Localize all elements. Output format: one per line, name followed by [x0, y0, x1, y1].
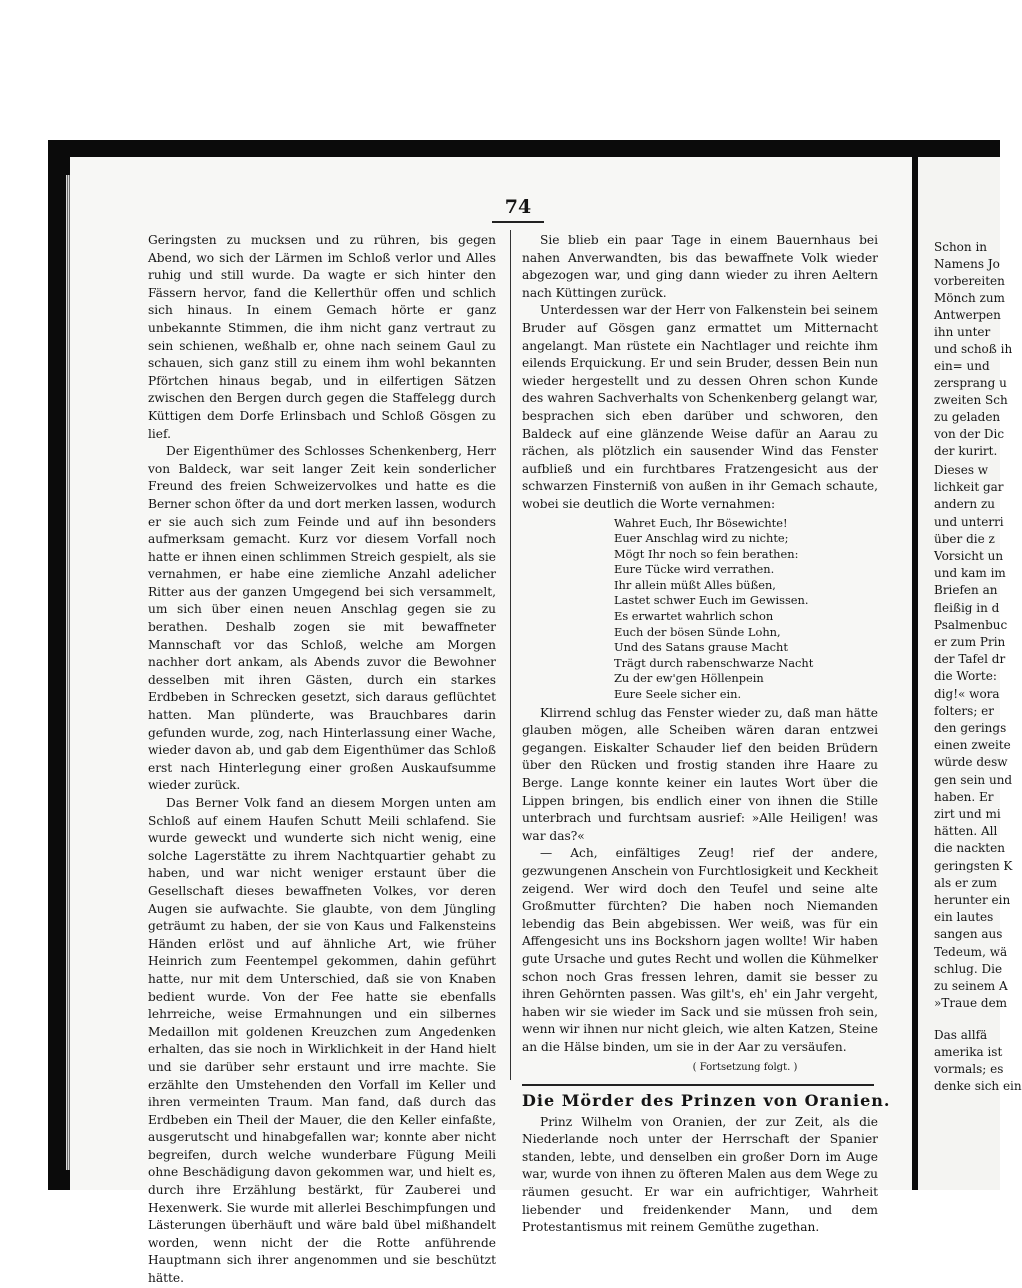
adjacent-page-line: die nackten [934, 841, 1005, 856]
poem-line: Lastet schwer Euch im Gewissen. [614, 593, 809, 608]
adjacent-page-line: einen zweite [934, 738, 1011, 753]
column-divider [510, 230, 511, 1080]
adjacent-page-line: zersprang u [934, 376, 1007, 390]
adjacent-page-line: Das allfä [934, 1028, 988, 1042]
poem-line: Trägt durch rabenschwarze Nacht [614, 655, 814, 670]
adjacent-page-line: ein lautes [934, 910, 994, 925]
adjacent-page-line: ein= und [934, 359, 990, 373]
adjacent-page-line: Tedeum, wä [934, 944, 1008, 959]
adjacent-page-line: über die z [934, 531, 995, 546]
adjacent-page-line: zu geladen [934, 410, 1001, 424]
poem-line: Euch der bösen Sünde Lohn, [614, 624, 781, 639]
adjacent-page-line: der kurirt. [934, 444, 998, 458]
adjacent-page-line: lichkeit gar [934, 480, 1004, 495]
paragraph: Der Eigenthümer des Schlosses Schenkenberg, Herr von Baldeck, war seit langer Zeit kein sonderlicher Freund des freien Schweizervolkes und hatte es die Berner schon öfter da und dort merken lassen, wodurch er sie auch sich zum Feinde und auf ihn besonders aufmerksam gemacht. Kurz vor diesem Vorfall noch hatte er ihnen einen schlimmen Streich gespielt, als sie vernahmen, er habe eine ziemliche Anzahl adelicher Ritter aus der ganzen Umgegend bei sich versammelt, um sich über einen neuen Anschlag gegen sie zu berathen. Deshalb zogen sie mit bewaffneter Mannschaft vor das Schloß, welche am Morgen nachher dort ankam, als Abends zuvor die Bewohner desselben mit ihren Gästen, durch ein starkes Erdbeben in Schrecken gesetzt, sich daraus geflüchtet hatten. Man plünderte, was Brauchbares darin gefunden wurde, zog, nach Hinterlassung einer Wache, wieder davon ab, und gab dem Eigenthümer das Schloß erst nach Hinterlegung einer großen Auskaufsumme wieder zurück. [148, 444, 496, 793]
poem-line: Es erwartet wahrlich schon [614, 609, 774, 624]
adjacent-page-line: »Traue dem [934, 996, 1008, 1011]
adjacent-page-line: andern zu [934, 497, 995, 512]
adjacent-page-line: Psalmenbuc [934, 617, 1008, 632]
adjacent-page-line: zirt und mi [934, 807, 1001, 821]
right-column [522, 232, 891, 1237]
paragraph: Prinz Wilhelm von Oranien, der zur Zeit, als die Niederlande noch unter der Herrschaft der Spanier standen, lebte, und denselben ein großer Dorn im Auge war, wurde von ihnen zu öfteren Malen aus dem Wege zu räumen gesucht. Er war ein aufrichtiger, Wahrheit liebender und freidenkender Mann, und dem Protestantismus mit reinem Gemüthe zugethan. [522, 1114, 878, 1235]
adjacent-page-line: Briefen an [934, 583, 998, 598]
adjacent-page-line: herunter ein [934, 893, 1011, 907]
adjacent-page-line: haben. Er [934, 789, 994, 804]
adjacent-page-line: amerika ist [934, 1045, 1003, 1059]
adjacent-page-line: Dieses w [934, 463, 989, 477]
paragraph: Geringsten zu mucksen und zu rühren, bis gegen Abend, wo sich der Lärmen im Schloß verlor und Alles ruhig und still wurde. Da wagte er sich hinter den Fässern hervor, fand die Kellerthür offen und schlich sich hinaus. In einem Gemach hörte er ganz unbekannte Stimmen, die ihm nicht ganz vertraut zu sein schienen, weßhalb er, ohne nach seinem Gaul zu schauen, sich ganz still zu einem ihm wohl bekannten Pförtchen hinaus begab, und in eilfertigen Sätzen zwischen den Bergen durch gegen die Staffelegg durch Küttigen dem Dorfe Erlinsbach und Schloß Gösgen zu lief. [148, 233, 496, 441]
adjacent-page-line: vorbereiten [934, 274, 1005, 288]
page-number-rule [492, 221, 544, 223]
poem-line: Und des Satans grause Macht [614, 640, 788, 655]
article-heading: Die Mörder des Prinzen von Oranien. [522, 1091, 891, 1111]
adjacent-page-line: von der Dic [934, 427, 1005, 441]
page-number: 74 [504, 196, 532, 218]
poem-line: Wahret Euch, Ihr Bösewichte! [614, 515, 788, 530]
paragraph: Klirrend schlug das Fenster wieder zu, daß man hätte glauben mögen, alle Scheiben wären daran entzwei gegangen. Eiskalter Schauder lief den beiden Brüdern über den Rücken und frostig standen ihre Haare zu Berge. Lange konnte keiner ein lautes Wort über die Lippen bringen, bis endlich einer von ihnen die Stille unterbrach und furchtsam ausrief: »Alle Heiligen! was war das?« [522, 705, 878, 843]
poem-line: Ihr allein müßt Alles büßen, [614, 577, 776, 592]
poem-line: Eure Tücke wird verrathen. [614, 562, 775, 577]
adjacent-page-line: Vorsicht un [934, 549, 1004, 563]
adjacent-page-line: und unterri [934, 514, 1004, 529]
adjacent-page-line: gen sein und [934, 772, 1013, 787]
adjacent-page-line: folters; er [934, 703, 995, 718]
outer-margin [0, 0, 1000, 140]
adjacent-page-line: und kam im [934, 566, 1006, 581]
adjacent-page-line: ihn unter [934, 325, 991, 339]
adjacent-page-line: als er zum [934, 875, 998, 890]
poem [614, 516, 878, 703]
adjacent-page-line: fleißig in d [934, 600, 1000, 615]
adjacent-page-line: sangen aus [934, 927, 1003, 942]
adjacent-page-line: schlug. Die [934, 961, 1003, 976]
adjacent-page-line: denke sich ein [934, 1079, 1022, 1093]
poem-line: Zu der ew'gen Höllenpein [614, 671, 764, 686]
section-rule [522, 1084, 874, 1086]
adjacent-page-line: würde desw [934, 755, 1008, 770]
poem-line: Euer Anschlag wird zu nichte; [614, 531, 789, 546]
adjacent-page-line: dig!« wora [934, 686, 1000, 701]
continuation-note: ( Fortsetzung folgt. ) [692, 1061, 798, 1073]
adjacent-page-line: zweiten Sch [934, 393, 1008, 407]
adjacent-page-line: Mönch zum [934, 291, 1005, 305]
adjacent-page-line: er zum Prin [934, 635, 1006, 649]
adjacent-page-line: geringsten K [934, 858, 1013, 873]
adjacent-page-line: Antwerpen [934, 308, 1001, 322]
poem-line: Mögt Ihr noch so fein berathen: [614, 546, 799, 561]
paragraph: Unterdessen war der Herr von Falkenstein bei seinem Bruder auf Gösgen ganz ermattet um Mitternacht angelangt. Man rüstete ein Nachtlager und reichte ihm eilends Erquickung. Er und sein Bruder, dessen Bein nun wieder hergestellt und zu dessen Ohren schon Kunde des wahren Sachverhalts von Schenkenberg gelangt war, besprachen sich eben darüber und schworen, den Baldeck auf eine glänzende Weise dafür an Aarau zu rächen, als plötzlich ein sausender Wind das Fenster aufbließ und ein furchtbares Fratzengesicht aus der schwarzen Finsterniß von außen in ihr Gemach schaute, wobei sie deutlich die Worte vernahmen: [522, 303, 878, 511]
adjacent-page-line: den gerings [934, 721, 1007, 735]
adjacent-page-line: der Tafel dr [934, 652, 1006, 667]
adjacent-page-line: Namens Jo [934, 257, 1000, 271]
paragraph: — Ach, einfältiges Zeug! rief der andere, gezwungenen Anschein von Furchtlosigkeit und Keckheit zeigend. Wer wird doch den Teufel und seine alte Großmutter fürchten? Die haben noch Niemanden lebendig das Bein abgebissen. Wer weiß, was für ein Affengesicht uns ins Bockshorn jagen wollte! Wir haben gute Ursache und gutes Recht und wollen die Kühmelker schon noch Gras fressen lehren, damit sie besser zu ihren Gehörnten passen. Was gilt's, eh' ein Jahr vergeht, haben wir sie wieder im Sack und sie müssen froh sein, wenn wir ihnen nur nicht gleich, wie alten Katzen, Steine an die Hälse binden, um sie in der Aar zu versäufen. [522, 846, 878, 1054]
poem-line: Eure Seele sicher ein. [614, 687, 742, 702]
left-column [148, 232, 496, 1288]
adjacent-page-line: Schon in [934, 240, 988, 254]
adjacent-page-line: die Worte: [934, 669, 997, 684]
paragraph: Das Berner Volk fand an diesem Morgen unten am Schloß auf einem Haufen Schutt Meili schlafend. Sie wurde geweckt und wunderte sich nicht wenig, eine solche Lagerstätte zu ihrem Nachtquartier gehabt zu haben, und war nicht weniger erstaunt über die Gesellschaft dieses bewaffneten Volkes, vor deren Augen sie aufwachte. Sie glaubte, von dem Jüngling geträumt zu haben, der sie von Kaus und Falkensteins Händen erlöst und auf ähnliche Art, wie früher Heinrich zum Feentempel gekommen, dahin geführt hatte, nur mit dem Unterschied, daß sie von Knaben bedient wurde. Von der Fee hatte sie ebenfalls lehrreiche, weise Ermahnungen und ein silbernes Medaillon mit goldenen Kreuzchen zum Angedenken erhalten, das sie noch in Wirklichkeit in der Hand hielt und sie darüber sehr erstaunt und irre machte. Sie erzählte den Umstehenden den Vorfall im Keller und ihren vermeinten Traum. Man fand, daß durch das Erdbeben ein Theil der Mauer, die den Keller einfaßte, ausgerutscht und hinabgefallen war; konnte aber nicht begreifen, durch welche wunderbare Fügung Meili ohne Beschädigung davon gekommen war, und hielt es, durch ihre Erzählung bestärkt, für Zauberei und Hexenwerk. Sie wurde mit allerlei Beschimpfungen und Lästerungen überhäuft und wäre bald übel mißhandelt worden, wenn nicht der die Rotte anführende Hauptmann sich ihrer angenommen und sie beschützt hätte. [148, 796, 496, 1286]
adjacent-page-line: vormals; es [934, 1062, 1004, 1076]
paragraph: Sie blieb ein paar Tage in einem Bauernhaus bei nahen Anverwandten, bis das bewaffnete Volk wieder abgezogen war, und ging dann wieder zu ihren Aeltern nach Küttingen zurück. [522, 233, 878, 300]
adjacent-page [918, 157, 1022, 1190]
adjacent-page-line: hätten. All [934, 824, 998, 839]
adjacent-page-line: zu seinem A [934, 979, 1008, 993]
adjacent-page-line: und schoß ih [934, 342, 1013, 356]
